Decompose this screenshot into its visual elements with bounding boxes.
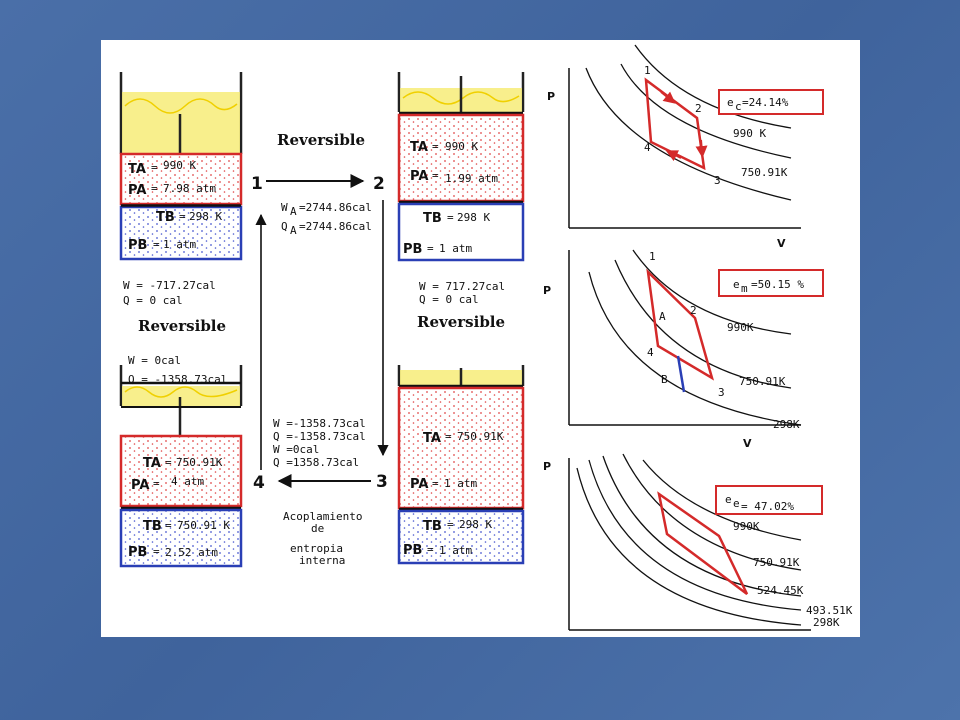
state3-pa-value: 1 atm — [444, 477, 478, 490]
eq: = — [151, 182, 158, 195]
diagram-slide — [101, 40, 860, 637]
point-4: 4 — [644, 141, 651, 154]
reversible-label: Reversible — [138, 317, 227, 335]
eq: = — [153, 477, 160, 490]
node-1: 1 — [251, 174, 263, 194]
state2-pb-value: 1 atm — [439, 242, 473, 255]
eq: = — [165, 456, 172, 469]
pb-label: PB — [403, 543, 423, 558]
isotherm-label: 298K — [773, 418, 800, 431]
reversible-label: Reversible — [417, 313, 506, 331]
state3-pb-value: 1 atm — [439, 544, 473, 557]
state4-ta-value: 750.91K — [176, 456, 223, 469]
point-1: 1 — [649, 250, 656, 263]
efficiency-value: =24.14% — [742, 96, 789, 109]
isotherm-label: 990K — [733, 520, 760, 533]
state4-pa-value: 4 atm — [171, 475, 205, 488]
point-4: 4 — [647, 346, 654, 359]
isotherm-label: 298K — [813, 616, 840, 629]
state2-tb-value: 298 K — [457, 211, 491, 224]
eq: = — [432, 169, 439, 182]
w-a-value: W =-1358.73cal — [273, 417, 366, 430]
ta-label: TA — [423, 431, 441, 446]
ta-label: TA — [143, 456, 161, 471]
w-a-value: W = 717.27cal — [419, 280, 506, 293]
q-a-value: Q =-1358.73cal — [273, 430, 366, 443]
subscript: A — [290, 224, 297, 237]
pa-label: PA — [410, 169, 429, 184]
pa-label: PA — [410, 477, 429, 492]
node-4: 4 — [253, 473, 265, 493]
p-axis-label: P — [547, 90, 556, 103]
eq: = — [151, 161, 158, 174]
region-a: A — [659, 310, 666, 323]
state1-ta-value: 990 K — [163, 159, 197, 172]
coupling-label: entropia — [290, 542, 343, 555]
state1-tb-value: 298 K — [189, 210, 223, 223]
isotherm-label: 750.91K — [739, 375, 786, 388]
w-a-value: W = -717.27cal — [123, 279, 216, 292]
state2-pa-value: 1.99 atm — [445, 172, 498, 185]
q-a-value: =2744.86cal — [299, 220, 372, 233]
state2-ta-value: 990 K — [445, 140, 479, 153]
pa-label: PA — [131, 478, 150, 493]
state-2-container — [399, 72, 523, 260]
eq: = — [447, 518, 454, 531]
node-2: 2 — [373, 174, 385, 194]
pb-label: PB — [128, 238, 148, 253]
w-b-value: W = 0cal — [128, 354, 181, 367]
pa-label: PA — [128, 183, 147, 198]
tb-label: TB — [143, 519, 162, 534]
transition-3-4 — [253, 417, 388, 567]
point-3: 3 — [714, 174, 721, 187]
eq: = — [445, 430, 452, 443]
state4-pb-value: 2.52 atm — [165, 546, 218, 559]
reversible-label: Reversible — [277, 131, 366, 149]
isotherm-label: 990 K — [733, 127, 767, 140]
region-b: B — [661, 373, 668, 386]
q-a-value: Q = 0 cal — [123, 294, 183, 307]
w-a-value: =2744.86cal — [299, 201, 372, 214]
cycle-diagram — [101, 40, 860, 637]
eq: = — [153, 545, 160, 558]
eff-symbol: e — [725, 493, 732, 506]
point-3: 3 — [718, 386, 725, 399]
p-axis-label: P — [543, 284, 552, 297]
eff-symbol: e — [733, 278, 740, 291]
eq: = — [432, 477, 439, 490]
isotherm-label: 750.91K — [741, 166, 788, 179]
state3-ta-value: 750.91K — [457, 430, 504, 443]
isotherm-524 — [603, 456, 801, 596]
eq: = — [427, 543, 434, 556]
state-3-container — [399, 365, 523, 563]
coupling-label: de — [311, 522, 325, 535]
q-a-value: Q = 0 cal — [419, 293, 479, 306]
subscript: c — [735, 100, 742, 113]
isotherm-label: 990K — [727, 321, 754, 334]
eff-symbol: e — [727, 96, 734, 109]
state1-pb-value: 1 atm — [163, 238, 197, 251]
tb-label: TB — [423, 519, 442, 534]
point-2: 2 — [690, 304, 697, 317]
p-axis-label: P — [543, 460, 552, 473]
q-b-value: Q =1358.73cal — [273, 456, 360, 469]
isotherm-label: 524.45K — [757, 584, 804, 597]
w-b-value: W =0cal — [273, 443, 320, 456]
efficiency-value: =50.15 % — [751, 278, 804, 291]
pb-label: PB — [128, 545, 148, 560]
pv-graph-ecological — [543, 454, 853, 630]
q-b-value: Q = -1358.73cal — [128, 373, 228, 386]
w-a-label: W — [281, 201, 288, 214]
v-axis-label: V — [777, 237, 786, 250]
tb-label: TB — [156, 210, 175, 225]
q-a-label: Q — [281, 220, 288, 233]
v-axis-label: V — [743, 437, 752, 450]
chamber-a — [121, 436, 241, 506]
ta-label: TA — [128, 162, 146, 177]
pv-graph-max-power — [543, 250, 823, 450]
point-1: 1 — [644, 64, 651, 77]
coupling-label: interna — [299, 554, 346, 567]
point-2: 2 — [695, 102, 702, 115]
node-3: 3 — [376, 472, 388, 492]
pb-label: PB — [403, 242, 423, 257]
state-1-container — [121, 72, 241, 259]
eq: = — [427, 242, 434, 255]
tb-label: TB — [423, 211, 442, 226]
subscript: A — [290, 205, 297, 218]
chamber-a — [399, 115, 523, 201]
eq: = — [165, 519, 172, 532]
state3-tb-value: 298 K — [459, 518, 493, 531]
coupling-label: Acoplamiento — [283, 510, 363, 523]
eq: = — [432, 140, 439, 153]
isotherm-hot — [635, 45, 791, 128]
subscript: e — [733, 497, 740, 510]
pv-graph-carnot — [547, 45, 823, 250]
state4-tb-value: 750.91 K — [177, 519, 230, 532]
eq: = — [447, 211, 454, 224]
state1-pa-value: 7.98 atm — [163, 182, 216, 195]
eq: = — [179, 210, 186, 223]
subscript: m — [741, 282, 748, 295]
efficiency-value: = 47.02% — [741, 500, 794, 513]
ta-label: TA — [410, 140, 428, 155]
transition-1-2 — [251, 131, 385, 237]
state-4-container — [121, 365, 241, 566]
eq: = — [153, 238, 160, 251]
isotherm-label: 493.51K — [806, 604, 853, 617]
isotherm-label: 750.91K — [753, 556, 800, 569]
